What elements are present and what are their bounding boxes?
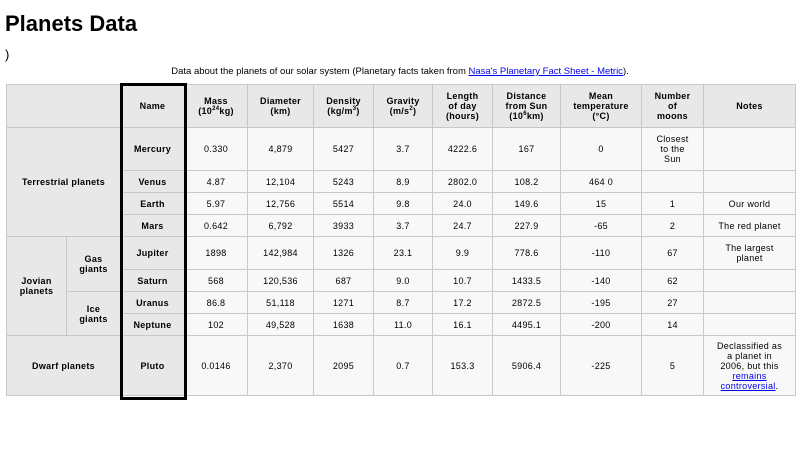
planet-name: Saturn xyxy=(121,270,185,292)
planet-name: Pluto xyxy=(121,336,185,396)
mass-cell: 0.330 xyxy=(185,128,248,171)
header-diameter xyxy=(248,85,314,128)
diameter-cell: 142,984 xyxy=(248,237,314,270)
table-row xyxy=(7,171,796,193)
notes-cell xyxy=(704,171,796,193)
mass-cell: 5.97 xyxy=(185,193,248,215)
planet-name: Uranus xyxy=(121,292,185,314)
group-ice-l1: Ice xyxy=(86,303,101,314)
moons-cell: 67 xyxy=(642,237,704,270)
header-distance-unit: km) xyxy=(526,111,544,121)
header-day-length xyxy=(433,85,493,128)
notes-cell xyxy=(704,237,796,270)
diameter-cell: 2,370 xyxy=(248,336,314,396)
header-moons-l2: of xyxy=(667,101,678,111)
notes-line: The largest xyxy=(725,243,774,253)
header-mass xyxy=(185,85,248,128)
header-day-l2: of day xyxy=(448,101,477,111)
temperature-cell: 15 xyxy=(561,193,642,215)
header-blank xyxy=(7,85,121,128)
header-moons xyxy=(642,85,704,128)
day-cell: 16.1 xyxy=(433,314,493,336)
moons-cell: 27 xyxy=(642,292,704,314)
moons-cell xyxy=(642,171,704,193)
distance-cell: 4495.1 xyxy=(493,314,561,336)
planet-name: Neptune xyxy=(121,314,185,336)
mass-cell: 86.8 xyxy=(185,292,248,314)
mass-cell: 0.642 xyxy=(185,215,248,237)
table-row xyxy=(7,215,796,237)
group-ice-l2: giants xyxy=(79,313,108,324)
notes-line: 2006, but this xyxy=(720,360,779,371)
density-cell: 1326 xyxy=(314,237,374,270)
planet-name: Venus xyxy=(121,171,185,193)
diameter-cell: 4,879 xyxy=(248,128,314,171)
notes-line: planet xyxy=(736,253,763,263)
moons-cell: 1 xyxy=(642,193,704,215)
header-temperature xyxy=(561,85,642,128)
density-cell: 5427 xyxy=(314,128,374,171)
day-cell: 153.3 xyxy=(433,336,493,396)
temperature-cell: 0 xyxy=(561,128,642,171)
diameter-cell: 49,528 xyxy=(248,314,314,336)
group-ice-giants xyxy=(67,292,121,336)
moons-line: Sun xyxy=(664,154,681,164)
distance-cell: 227.9 xyxy=(493,215,561,237)
group-jovian-l1: Jovian xyxy=(21,276,52,286)
planet-name: Jupiter xyxy=(121,237,185,270)
header-density-title: Density xyxy=(326,96,361,106)
table-row xyxy=(7,128,796,171)
day-cell: 17.2 xyxy=(433,292,493,314)
mass-cell: 102 xyxy=(185,314,248,336)
notes-end: . xyxy=(775,380,779,391)
planet-name: Mars xyxy=(121,215,185,237)
gravity-cell: 23.1 xyxy=(374,237,433,270)
diameter-cell: 51,118 xyxy=(248,292,314,314)
distance-cell: 108.2 xyxy=(493,171,561,193)
notes-cell: Our world xyxy=(704,193,796,215)
distance-cell: 1433.5 xyxy=(493,270,561,292)
density-cell: 5514 xyxy=(314,193,374,215)
diameter-cell: 6,792 xyxy=(248,215,314,237)
notes-cell xyxy=(704,270,796,292)
header-diameter-title: Diameter xyxy=(260,96,301,106)
header-gravity xyxy=(374,85,433,128)
stray-text: ) xyxy=(5,47,10,62)
planet-name: Mercury xyxy=(121,128,185,171)
temperature-cell: -195 xyxy=(561,292,642,314)
header-distance-l1: Distance xyxy=(506,91,547,101)
moons-line: to the xyxy=(660,144,685,154)
table-row xyxy=(7,314,796,336)
temperature-cell: -110 xyxy=(561,237,642,270)
mass-cell: 4.87 xyxy=(185,171,248,193)
header-moons-l1: Number xyxy=(654,91,691,101)
diameter-cell: 12,104 xyxy=(248,171,314,193)
group-jovian-l2: planets xyxy=(19,286,54,296)
day-cell: 4222.6 xyxy=(433,128,493,171)
notes-cell xyxy=(704,292,796,314)
day-cell: 24.7 xyxy=(433,215,493,237)
group-gas-giants xyxy=(67,237,121,292)
gravity-cell: 8.9 xyxy=(374,171,433,193)
header-distance-l2: from Sun xyxy=(505,101,548,111)
table-row xyxy=(7,336,796,396)
gravity-cell: 3.7 xyxy=(374,215,433,237)
day-cell: 2802.0 xyxy=(433,171,493,193)
header-temp-l1: Mean xyxy=(588,91,614,101)
header-density-close: ) xyxy=(356,106,360,116)
header-distance xyxy=(493,85,561,128)
density-cell: 5243 xyxy=(314,171,374,193)
density-cell: 3933 xyxy=(314,215,374,237)
notes-cell xyxy=(704,314,796,336)
density-cell: 1271 xyxy=(314,292,374,314)
table-row xyxy=(7,292,796,314)
fact-sheet-link[interactable]: Nasa's Planetary Fact Sheet - Metric xyxy=(468,66,623,77)
planets-table xyxy=(6,84,796,396)
header-density-base: (kg/m xyxy=(327,106,353,116)
header-name: Name xyxy=(121,85,185,128)
header-mass-unit: kg) xyxy=(219,106,234,116)
temperature-cell: -65 xyxy=(561,215,642,237)
temperature-cell: -225 xyxy=(561,336,642,396)
gravity-cell: 3.7 xyxy=(374,128,433,171)
day-cell: 9.9 xyxy=(433,237,493,270)
header-day-l3: (hours) xyxy=(445,111,480,121)
header-moons-l3: moons xyxy=(656,111,688,121)
caption-text: Data about the planets of our solar system (Planetary facts taken from xyxy=(171,66,469,77)
notes-cell xyxy=(704,128,796,171)
notes-cell: The red planet xyxy=(704,215,796,237)
header-notes: Notes xyxy=(704,85,796,128)
notes-line: Declassified as xyxy=(716,340,783,351)
group-jovian xyxy=(7,237,67,336)
header-mass-base: (10 xyxy=(198,106,213,116)
gravity-cell: 8.7 xyxy=(374,292,433,314)
gravity-cell: 0.7 xyxy=(374,336,433,396)
moons-cell: 5 xyxy=(642,336,704,396)
table-row xyxy=(7,193,796,215)
temperature-cell: -200 xyxy=(561,314,642,336)
notes-cell xyxy=(704,336,796,396)
temperature-cell: -140 xyxy=(561,270,642,292)
mass-cell: 568 xyxy=(185,270,248,292)
header-gravity-title: Gravity xyxy=(386,96,420,106)
header-gravity-exp: 2 xyxy=(409,106,414,112)
caption-end: ). xyxy=(622,66,629,77)
header-distance-exp: 6 xyxy=(523,111,527,117)
distance-cell: 149.6 xyxy=(493,193,561,215)
page-title: Planets Data xyxy=(5,11,138,36)
moons-line: Closest xyxy=(656,134,689,144)
gravity-cell: 9.8 xyxy=(374,193,433,215)
distance-cell: 167 xyxy=(493,128,561,171)
density-cell: 687 xyxy=(314,270,374,292)
header-gravity-base: (m/s xyxy=(389,106,410,116)
gravity-cell: 11.0 xyxy=(374,314,433,336)
header-distance-base: (10 xyxy=(509,111,524,121)
temperature-cell: 464 0 xyxy=(561,171,642,193)
table-row xyxy=(7,270,796,292)
table-row xyxy=(7,237,796,270)
group-gas-l2: giants xyxy=(79,264,108,274)
header-mass-exp: 24 xyxy=(212,106,220,112)
moons-cell: 14 xyxy=(642,314,704,336)
header-density xyxy=(314,85,374,128)
diameter-cell: 12,756 xyxy=(248,193,314,215)
mass-cell: 1898 xyxy=(185,237,248,270)
group-gas-l1: Gas xyxy=(84,254,103,264)
header-diameter-unit: (km) xyxy=(270,106,291,116)
day-cell: 10.7 xyxy=(433,270,493,292)
density-cell: 2095 xyxy=(314,336,374,396)
table-caption xyxy=(0,66,800,78)
gravity-cell: 9.0 xyxy=(374,270,433,292)
planet-name: Earth xyxy=(121,193,185,215)
header-temp-l2: temperature xyxy=(573,101,629,111)
moons-cell xyxy=(642,128,704,171)
header-row xyxy=(7,85,796,128)
distance-cell: 2872.5 xyxy=(493,292,561,314)
moons-cell: 2 xyxy=(642,215,704,237)
header-temp-l3: (°C) xyxy=(592,111,610,121)
mass-cell: 0.0146 xyxy=(185,336,248,396)
group-terrestrial: Terrestrial planets xyxy=(7,128,121,237)
day-cell: 24.0 xyxy=(433,193,493,215)
header-gravity-close: ) xyxy=(413,106,417,116)
controversial-link[interactable]: remains controversial xyxy=(720,370,776,391)
diameter-cell: 120,536 xyxy=(248,270,314,292)
notes-line: a planet in xyxy=(727,350,772,361)
distance-cell: 778.6 xyxy=(493,237,561,270)
moons-cell: 62 xyxy=(642,270,704,292)
density-cell: 1638 xyxy=(314,314,374,336)
header-mass-title: Mass xyxy=(204,96,228,106)
group-dwarf: Dwarf planets xyxy=(7,336,121,396)
distance-cell: 5906.4 xyxy=(493,336,561,396)
header-day-l1: Length xyxy=(446,91,479,101)
header-density-exp: 3 xyxy=(352,106,357,112)
